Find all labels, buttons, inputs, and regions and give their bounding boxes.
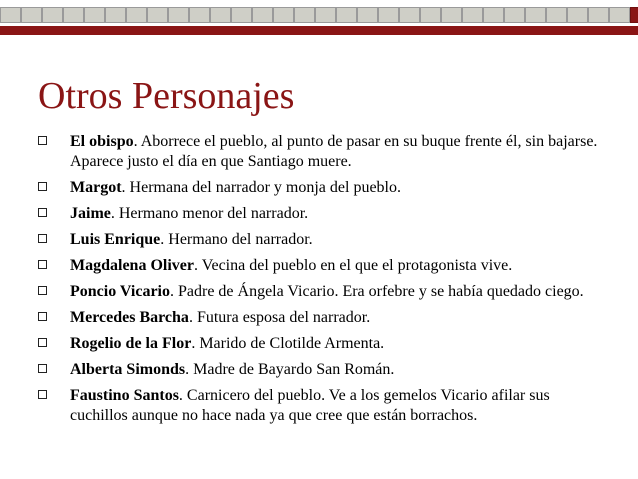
character-name: Alberta Simonds (70, 361, 186, 378)
character-description: . Vecina del pueblo en el que el protagonista vive. (193, 257, 513, 274)
decorative-box-accent (630, 7, 638, 23)
list-item (0, 132, 600, 172)
decorative-box (21, 7, 42, 23)
decorative-box (84, 7, 105, 23)
square-bullet-icon (38, 364, 47, 373)
decorative-box (588, 7, 609, 23)
character-description: . Futura esposa del narrador. (188, 309, 371, 326)
square-bullet-icon (38, 136, 47, 145)
decorative-box (105, 7, 126, 23)
list-item (0, 204, 600, 224)
header-accent-bar (0, 26, 638, 35)
decorative-box (483, 7, 504, 23)
character-description: . Marido de Clotilde Armenta. (191, 335, 385, 352)
decorative-box (294, 7, 315, 23)
list-item (0, 282, 600, 302)
decorative-box (609, 7, 630, 23)
list-item (0, 386, 600, 426)
decorative-box (420, 7, 441, 23)
character-name: Magdalena Oliver (70, 257, 194, 274)
character-description: . Hermano del narrador. (160, 231, 313, 248)
decorative-box (567, 7, 588, 23)
square-bullet-icon (38, 390, 47, 399)
decorative-box (0, 7, 21, 23)
decorative-box (168, 7, 189, 23)
square-bullet-icon (38, 260, 47, 269)
decorative-box (399, 7, 420, 23)
list-item (0, 178, 600, 198)
slide-title: Otros Personajes (38, 75, 295, 117)
character-description: . Hermana del narrador y monja del pueblo. (121, 179, 401, 196)
decorative-box (315, 7, 336, 23)
character-description: . Aborrece el pueblo, al punto de pasar en su buque frente él, sin bajarse. Aparece justo el día en que Santiago muere. (70, 133, 598, 170)
square-bullet-icon (38, 338, 47, 347)
square-bullet-icon (38, 286, 47, 295)
list-item (0, 256, 600, 276)
decorative-box-strip (0, 7, 638, 23)
decorative-box (231, 7, 252, 23)
character-name: Rogelio de la Flor (70, 335, 192, 352)
list-item (0, 360, 600, 380)
decorative-box (252, 7, 273, 23)
square-bullet-icon (38, 312, 47, 321)
character-name: El obispo (70, 133, 134, 150)
character-name: Jaime (70, 205, 111, 222)
character-description: . Hermano menor del narrador. (110, 205, 309, 222)
decorative-box (504, 7, 525, 23)
decorative-box (462, 7, 483, 23)
square-bullet-icon (38, 234, 47, 243)
character-description: . Padre de Ángela Vicario. Era orfebre y se había quedado ciego. (169, 283, 584, 300)
character-name: Mercedes Barcha (70, 309, 189, 326)
decorative-box (546, 7, 567, 23)
decorative-box (189, 7, 210, 23)
character-name: Luis Enrique (70, 231, 161, 248)
character-name: Margot (70, 179, 122, 196)
decorative-box (336, 7, 357, 23)
decorative-box (357, 7, 378, 23)
header-band (0, 0, 638, 37)
decorative-box (42, 7, 63, 23)
decorative-box (147, 7, 168, 23)
decorative-box (441, 7, 462, 23)
square-bullet-icon (38, 182, 47, 191)
decorative-box (210, 7, 231, 23)
character-name: Faustino Santos (70, 387, 179, 404)
character-description: . Madre de Bayardo San Román. (185, 361, 395, 378)
decorative-box (273, 7, 294, 23)
list-item (0, 308, 600, 328)
decorative-box (525, 7, 546, 23)
list-item (0, 230, 600, 250)
decorative-box (378, 7, 399, 23)
character-description: . Carnicero del pueblo. Ve a los gemelos Vicario afilar sus cuchillos aunque no hace nada ya que cree que están borrachos. (70, 387, 550, 424)
square-bullet-icon (38, 208, 47, 217)
decorative-box (63, 7, 84, 23)
character-list (0, 132, 638, 432)
character-name: Poncio Vicario (70, 283, 170, 300)
decorative-box (126, 7, 147, 23)
list-item (0, 334, 600, 354)
